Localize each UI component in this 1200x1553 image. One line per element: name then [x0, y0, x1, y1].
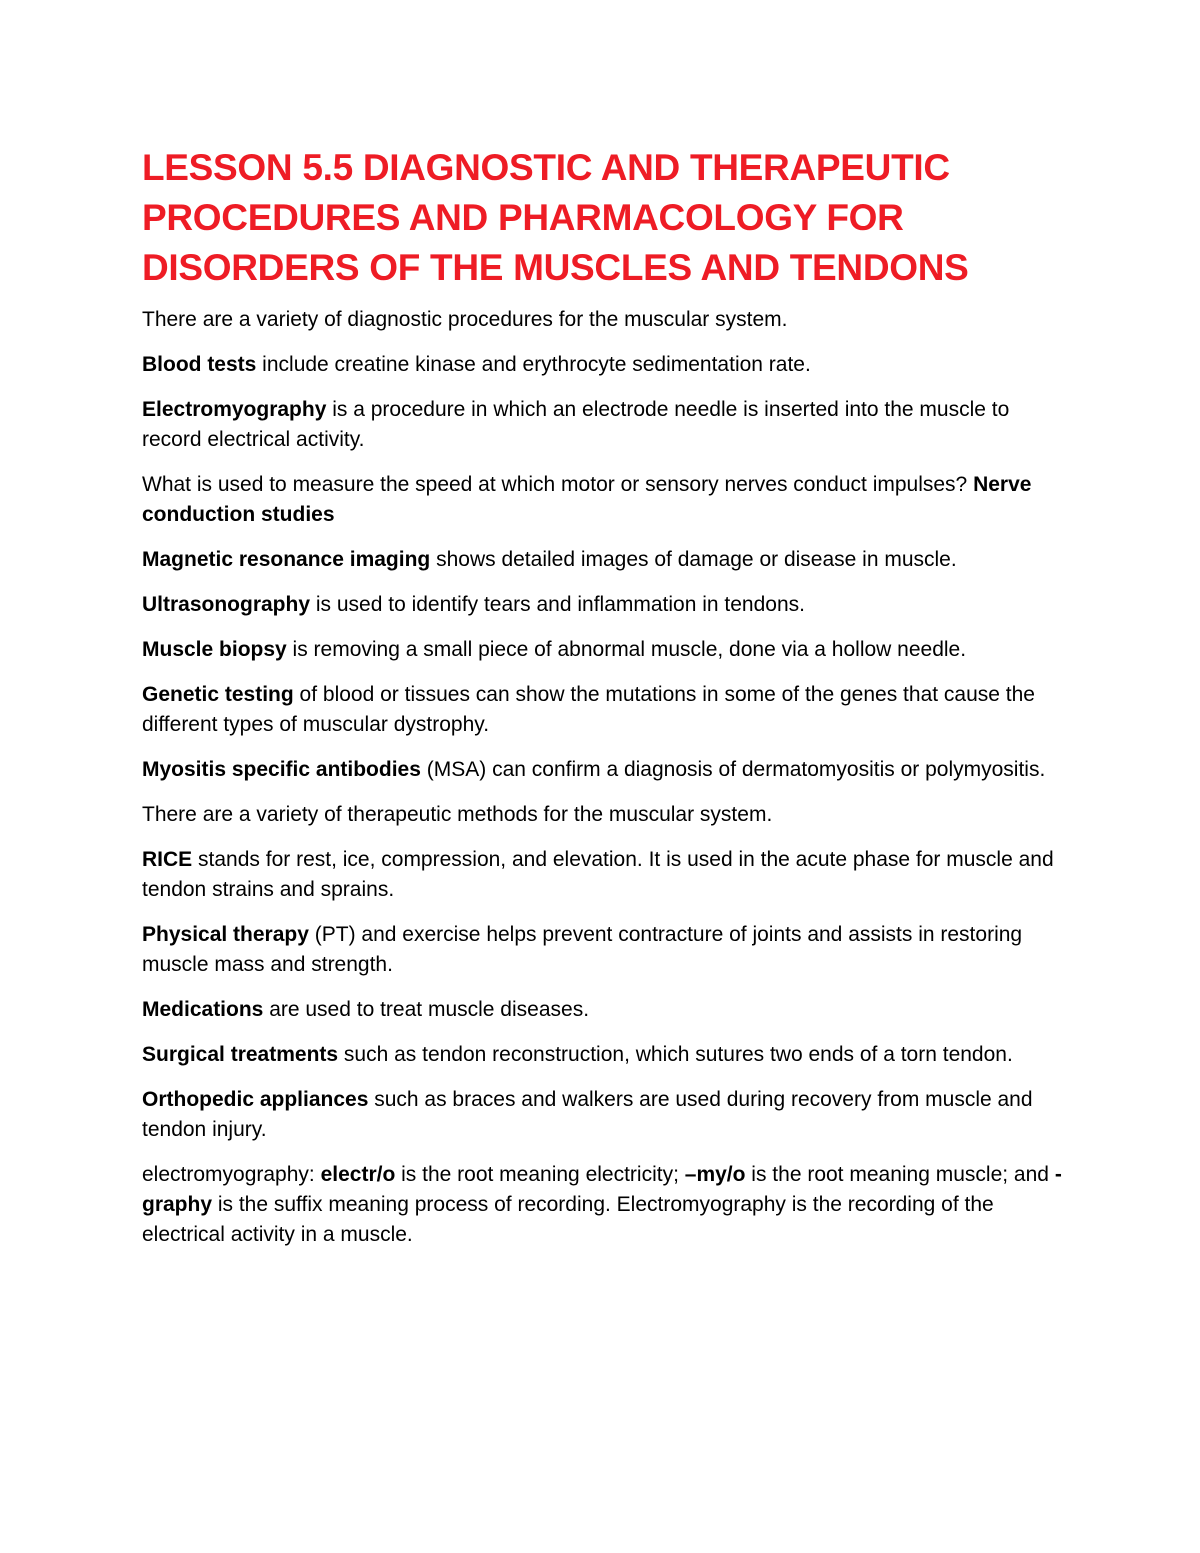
text-run: stands for rest, ice, compression, and elevation. It is used in the acute phase for muscle and tendon strains and sprains. [142, 848, 1054, 901]
text-run: There are a variety of therapeutic methods for the muscular system. [142, 803, 773, 826]
bold-term: –my/o [684, 1163, 746, 1186]
lesson-title: LESSON 5.5 DIAGNOSTIC AND THERAPEUTIC PROCEDURES AND PHARMACOLOGY FOR DISORDERS OF THE MUSCLES AND TENDONS [142, 147, 969, 288]
paragraph [142, 845, 1072, 905]
paragraph [142, 995, 1072, 1025]
paragraph [142, 305, 1072, 335]
bold-term: Ultrasonography [142, 593, 311, 616]
text-run: is removing a small piece of abnormal muscle, done via a hollow needle. [286, 638, 967, 661]
text-run: is used to identify tears and inflammation in tendons. [310, 593, 805, 616]
text-run: such as braces and walkers are used during recovery from muscle and tendon injury. [142, 1088, 1033, 1141]
text-run: electromyography: [142, 1163, 321, 1186]
text-run: include creatine kinase and erythrocyte sedimentation rate. [256, 353, 811, 376]
bold-term: Medications [142, 998, 264, 1021]
text-run: are used to treat muscle diseases. [263, 998, 590, 1021]
text-run: shows detailed images of damage or disease in muscle. [430, 548, 957, 571]
paragraph [142, 635, 1072, 665]
text-run: is the root meaning muscle; and [745, 1163, 1055, 1186]
paragraph [142, 1040, 1072, 1070]
text-run: is a procedure in which an electrode needle is inserted into the muscle to record electrical activity. [142, 398, 1010, 451]
paragraph [142, 800, 1072, 830]
bold-term: Orthopedic appliances [142, 1088, 369, 1111]
bold-term: Magnetic resonance imaging [142, 548, 431, 571]
paragraph [142, 470, 1072, 530]
paragraph [142, 590, 1072, 620]
document-page [142, 143, 1072, 1265]
paragraph [142, 680, 1072, 740]
text-run: is the suffix meaning process of recording. Electromyography is the recording of the electrical activity in a muscle. [142, 1193, 994, 1246]
bold-term: RICE [142, 848, 193, 871]
bold-term: Surgical treatments [142, 1043, 339, 1066]
paragraph [142, 755, 1072, 785]
paragraph [142, 545, 1072, 575]
bold-term: Physical therapy [142, 923, 309, 946]
text-run: What is used to measure the speed at which motor or sensory nerves conduct impulses? [142, 473, 974, 496]
paragraph [142, 350, 1072, 380]
bold-term: Genetic testing [142, 683, 294, 706]
bold-term: Muscle biopsy [142, 638, 287, 661]
bold-term: -graphy [142, 1163, 1062, 1216]
bold-term: electr/o [320, 1163, 396, 1186]
text-run: (PT) and exercise helps prevent contracture of joints and assists in restoring muscle mass and strength. [142, 923, 1023, 976]
bold-term: Electromyography [142, 398, 327, 421]
paragraph [142, 1160, 1072, 1250]
text-run: is the root meaning electricity; [395, 1163, 685, 1186]
bold-term: Blood tests [142, 353, 257, 376]
text-run: of blood or tissues can show the mutations in some of the genes that cause the different types of muscular dystrophy. [142, 683, 1035, 736]
bold-term: Nerve conduction studies [142, 473, 1032, 526]
text-run: (MSA) can confirm a diagnosis of dermatomyositis or polymyositis. [420, 758, 1046, 781]
document-body [142, 305, 1072, 1250]
text-run: such as tendon reconstruction, which sutures two ends of a torn tendon. [338, 1043, 1013, 1066]
paragraph [142, 920, 1072, 980]
paragraph [142, 1085, 1072, 1145]
paragraph [142, 395, 1072, 455]
bold-term: Myositis specific antibodies [142, 758, 421, 781]
text-run: There are a variety of diagnostic procedures for the muscular system. [142, 308, 788, 331]
